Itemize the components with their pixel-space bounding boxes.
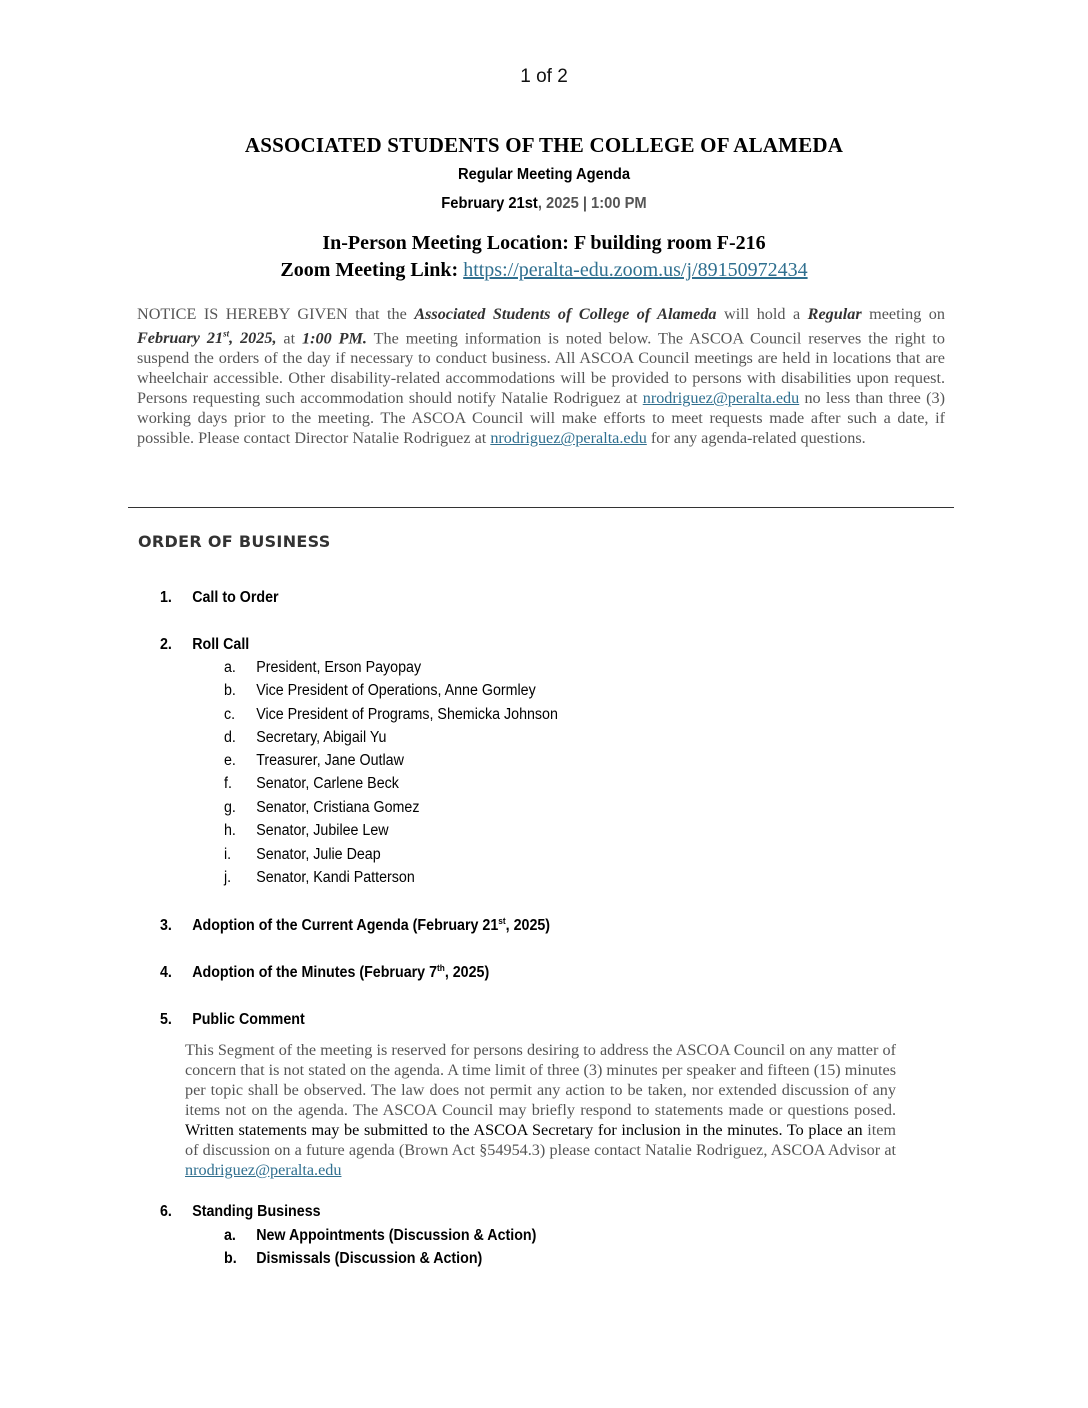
notice-date-sup: st — [223, 329, 230, 339]
notice-text: The meeting information is noted below. The ASCOA Council reserves the right to suspend the orders of the day if necessary to conduct business. All ASCOA Council meetings are held in locations that are wheelchair accessible. Other disability-related accommodations will be provided to persons with disabilities upon request. Persons requesting such accommodation should notify Natalie Rodriguez at — [137, 329, 945, 408]
sub-letter: a. — [224, 1227, 236, 1244]
member-name: Vice President of Programs, Shemicka Johnson — [256, 706, 558, 723]
sub-letter: e. — [224, 752, 236, 769]
agenda-item — [160, 589, 279, 607]
item-label-sup: st — [498, 916, 506, 926]
item-label: Roll Call — [192, 636, 250, 653]
item-number: 1. — [160, 589, 172, 606]
organization-title: ASSOCIATED STUDENTS OF THE COLLEGE OF ALAMEDA — [244, 133, 844, 157]
notice-lead: NOTICE IS HEREBY GIVEN — [137, 305, 348, 323]
notice-text: that the — [347, 305, 415, 323]
roll-call-member — [224, 752, 404, 770]
roll-call-member — [224, 799, 419, 817]
roll-call-member — [224, 682, 536, 700]
meeting-date — [44, 195, 1045, 213]
member-name: Senator, Cristiana Gomez — [256, 799, 420, 816]
item-label: Public Comment — [192, 1011, 305, 1028]
agenda-item — [160, 916, 550, 935]
notice-text: at — [276, 329, 303, 348]
zoom-link[interactable]: https://peralta-edu.zoom.us/j/89150972434 — [463, 259, 808, 281]
sub-letter: j. — [224, 869, 232, 886]
agenda-type: Regular Meeting Agenda — [457, 166, 631, 183]
standing-business-item — [224, 1250, 482, 1268]
comment-text-dark: Written statements may be submitted to the ASCOA Secretary for inclusion in the minutes. To place an — [185, 1121, 868, 1139]
notice-time: 1:00 PM. — [302, 329, 367, 348]
member-name: Vice President of Operations, Anne Gormley — [256, 682, 536, 699]
page-number: 1 of 2 — [520, 66, 568, 87]
item-label: Adoption of the Minutes (February 7 — [192, 964, 438, 982]
sub-letter: g. — [224, 799, 236, 816]
item-number: 2. — [160, 636, 172, 653]
agenda-item — [160, 1011, 305, 1029]
comment-text: item of discussion on a future agenda (Brown Act §54954.3) please contact Natalie Rodriguez, ASCOA Advisor at — [185, 1121, 896, 1159]
meeting-date-time: , 2025 | 1:00 PM — [537, 195, 647, 212]
sub-letter: c. — [224, 706, 236, 723]
member-name: Senator, Julie Deap — [256, 846, 381, 863]
notice-paragraph — [137, 304, 945, 448]
roll-call-member — [224, 729, 386, 747]
roll-call-member — [224, 846, 381, 864]
sub-letter: f. — [224, 775, 232, 792]
member-name: Secretary, Abigail Yu — [256, 729, 387, 746]
roll-call-member — [224, 706, 558, 724]
order-of-business-heading: ORDER OF BUSINESS — [138, 532, 331, 551]
sub-item-label: Dismissals (Discussion & Action) — [256, 1250, 483, 1267]
notice-text: no less than three (3) working days prior to the meeting. The ASCOA Council will make efforts to meet requests made after such a date, if possible. Please contact Director Natalie Rodriguez at — [137, 389, 945, 448]
sub-letter: b. — [224, 682, 236, 699]
agenda-item — [160, 963, 489, 982]
sub-letter: d. — [224, 729, 236, 746]
public-comment-text — [185, 1040, 896, 1180]
item-label-sup: th — [437, 963, 445, 973]
notice-text: for any agenda-related questions. — [646, 429, 866, 448]
item-label-year: , 2025) — [505, 917, 551, 935]
member-name: Senator, Carlene Beck — [256, 775, 399, 792]
notice-text: meeting on — [861, 305, 945, 323]
item-label: Adoption of the Current Agenda (February 21 — [192, 917, 499, 935]
comment-text: This Segment of the meeting is reserved for persons desiring to address the ASCOA Council on any matter of concern that is not stated on the agenda. A time limit of three (3) minutes per speaker and fifteen (15) minutes per topic shall be observed. The law does not permit any action to be taken, nor extended discussion of any items not on the agenda. The ASCOA Council may briefly respond to statements made or questions posed. — [185, 1041, 896, 1119]
item-number: 5. — [160, 1011, 172, 1028]
zoom-line — [0, 259, 1088, 282]
sub-letter: i. — [224, 846, 232, 863]
email-link[interactable]: nrodriguez@peralta.edu — [642, 389, 800, 408]
member-name: Treasurer, Jane Outlaw — [256, 752, 404, 769]
divider — [128, 507, 954, 508]
sub-letter: h. — [224, 822, 236, 839]
item-label-year: , 2025) — [444, 964, 490, 982]
notice-org: Associated Students of College of Alameda — [414, 305, 717, 323]
roll-call-member — [224, 822, 389, 840]
meeting-date-day: February 21st — [441, 195, 538, 212]
roll-call-member — [224, 659, 421, 677]
item-number: 4. — [160, 964, 172, 982]
agenda-item — [160, 636, 249, 654]
roll-call-member — [224, 775, 399, 793]
item-label: Standing Business — [192, 1203, 321, 1220]
standing-business-item — [224, 1227, 536, 1245]
notice-regular: Regular — [807, 305, 862, 323]
zoom-label: Zoom Meeting Link: — [280, 259, 459, 281]
meeting-location: In-Person Meeting Location: F building room F-216 — [322, 232, 766, 254]
notice-text: will hold a — [716, 305, 808, 323]
member-name: Senator, Jubilee Lew — [256, 822, 389, 839]
roll-call-member — [224, 869, 415, 887]
sub-letter: b. — [224, 1250, 237, 1267]
member-name: Senator, Kandi Patterson — [256, 869, 415, 886]
agenda-item — [160, 1203, 321, 1221]
member-name: President, Erson Payopay — [256, 659, 422, 676]
notice-date-year: , 2025, — [229, 329, 277, 348]
item-number: 6. — [160, 1203, 172, 1220]
item-label: Call to Order — [192, 589, 279, 606]
email-link[interactable]: nrodriguez@peralta.edu — [185, 1161, 342, 1179]
sub-letter: a. — [224, 659, 236, 676]
item-number: 3. — [160, 917, 172, 935]
notice-date: February 21 — [137, 329, 224, 348]
email-link[interactable]: nrodriguez@peralta.edu — [490, 429, 647, 448]
sub-item-label: New Appointments (Discussion & Action) — [256, 1227, 537, 1244]
